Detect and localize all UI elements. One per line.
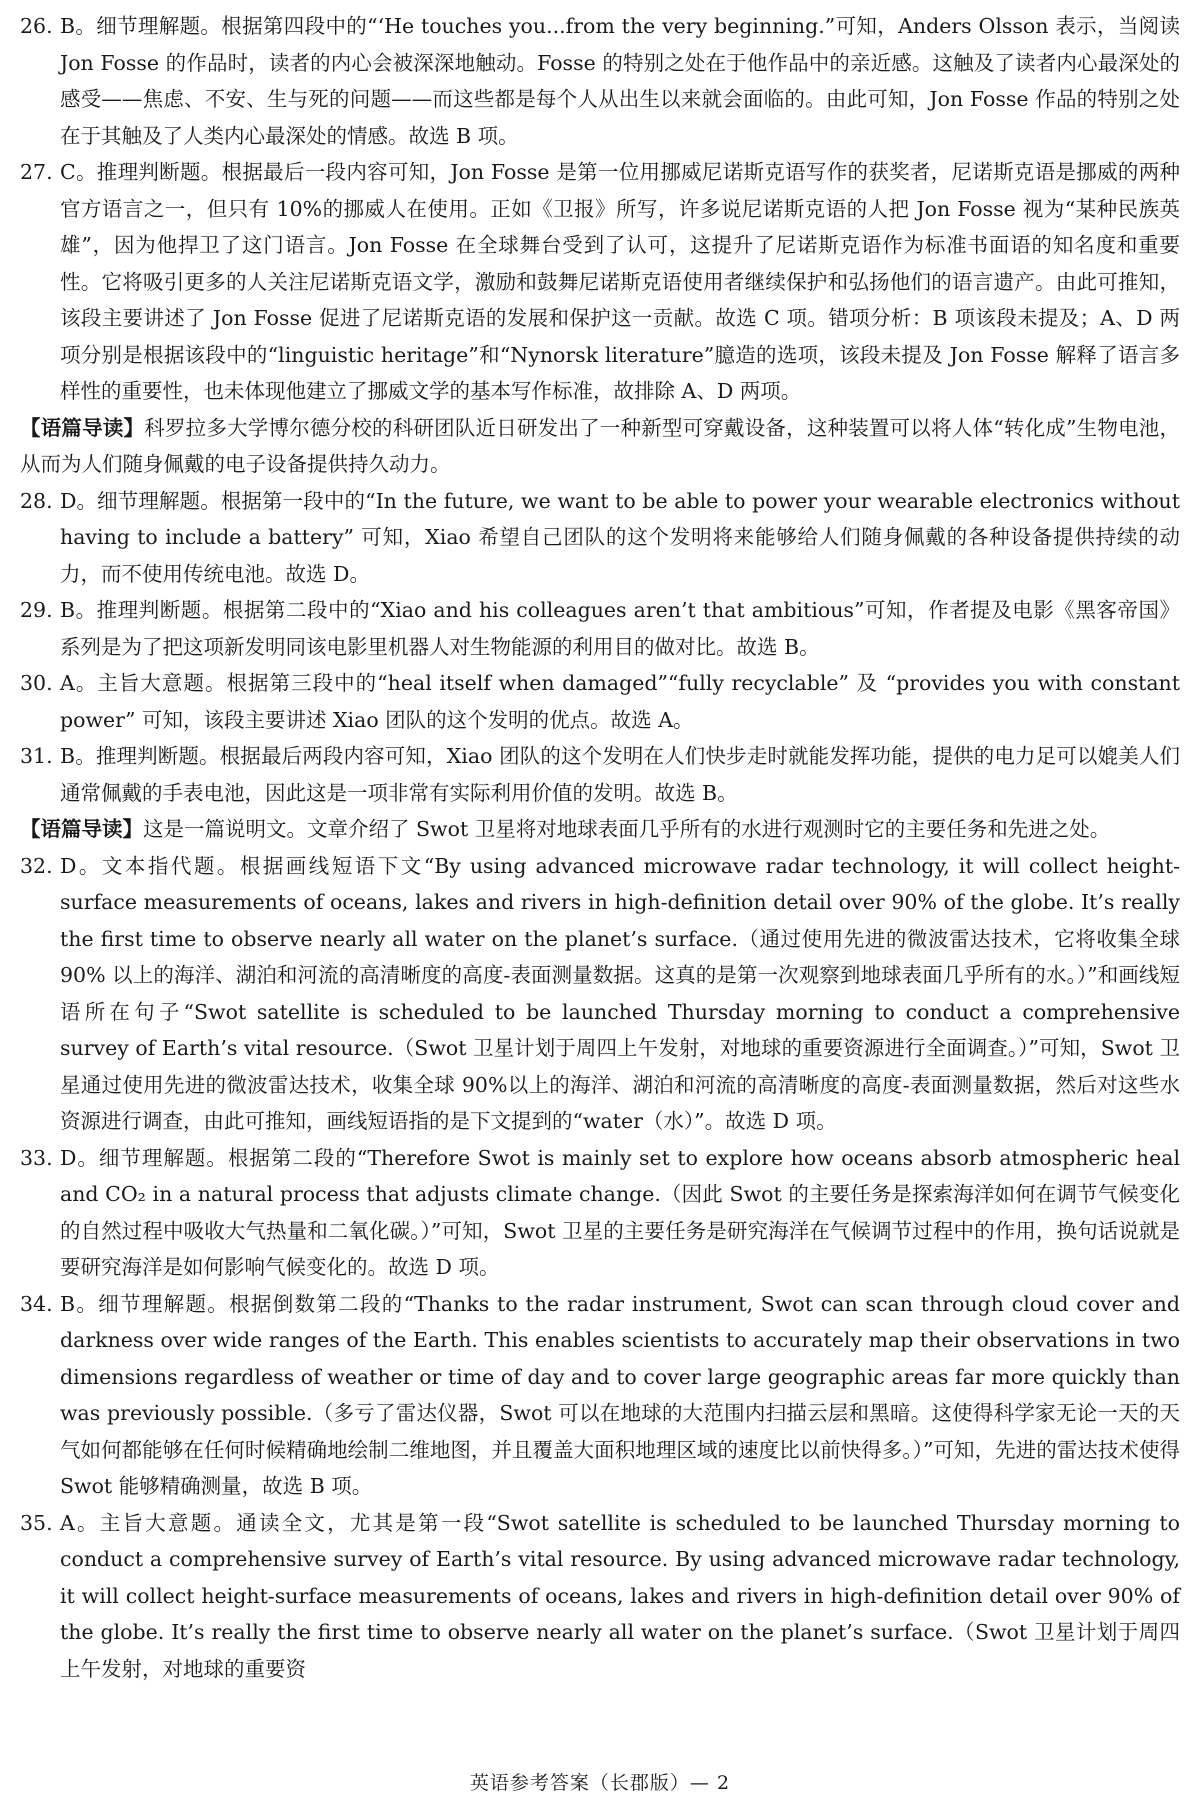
- answer-number: 27.: [20, 160, 53, 184]
- answer-text: C。推理判断题。根据最后一段内容可知，Jon Fosse 是第一位用挪威尼诺斯克语写作的获奖者，尼诺斯克语是挪威的两种官方语言之一，但只有 10%的挪威人在使用。正如《卫报》所写，许多说尼诺斯克语的人把 Jon Fosse 视为“某种民族英雄”，因为他捍卫了这门语言。Jon Fosse 在全球舞台受到了认可，这提升了尼诺斯克语作为标准书面语的知名度和重要性。它将吸引更多的人关注尼诺斯克语文学，激励和鼓舞尼诺斯克语使用者继续保护和弘扬他们的语言遗产。由此可推知，该段主要讲述了 Jon Fosse 促进了尼诺斯克语的发展和保护这一贡献。故选 C 项。错项分析：B 项该段未提及；A、D 两项分别是根据该段中的“linguistic heritage”和“Nynorsk literature”臆造的选项，该段未提及 Jon Fosse 解释了语言多样性的重要性，也未体现他建立了挪威文学的基本写作标准，故排除 A、D 两项。: [60, 160, 1180, 403]
- answer-item-30: [20, 665, 1180, 738]
- intro-tag: 【语篇导读】: [20, 415, 145, 440]
- answer-text: B。推理判断题。根据第二段中的“Xiao and his colleagues aren’t that ambitious”可知，作者提及电影《黑客帝国》系列是为了把这项新发明同该电影里机器人对生物能源的利用目的做对比。故选 B。: [60, 598, 1180, 659]
- answer-page: [20, 8, 1180, 1687]
- answer-item-35: [20, 1505, 1180, 1688]
- answer-number: 26.: [20, 14, 53, 38]
- intro-text: 这是一篇说明文。文章介绍了 Swot 卫星将对地球表面几乎所有的水进行观测时它的主要任务和先进之处。: [143, 817, 1111, 841]
- answer-number: 31.: [20, 744, 53, 768]
- answer-item-26: [20, 8, 1180, 154]
- answer-text: B。细节理解题。根据倒数第二段的“Thanks to the radar instrument, Swot can scan through cloud cover and darkness over wide ranges of the Earth. This enables scientists to accurately map their observations in two dimensions regardless of weather or time of day and to cover large geographic areas far more quickly than was previously possible.（多亏了雷达仪器，Swot 可以在地球的大范围内扫描云层和黑暗。这使得科学家无论一天的天气如何都能够在任何时候精确地绘制二维地图，并且覆盖大面积地理区域的速度比以前快得多。）”可知，先进的雷达技术使得 Swot 能够精确测量，故选 B 项。: [60, 1291, 1180, 1498]
- answer-text: D。文本指代题。根据画线短语下文“By using advanced microwave radar technology, it will collect height-surface measurements of oceans, lakes and rivers in high-definition detail over 90% of the globe. It’s really the first time to observe nearly all water on the planet’s surface.（通过使用先进的微波雷达技术，它将收集全球 90% 以上的海洋、湖泊和河流的高清晰度的高度-表面测量数据。这真的是第一次观察到地球表面几乎所有的水。）”和画线短语所在句子“Swot satellite is scheduled to be launched Thursday morning to conduct a comprehensive survey of Earth’s vital resource.（Swot 卫星计划于周四上午发射，对地球的重要资源进行全面调查。）”可知，Swot 卫星通过使用先进的微波雷达技术，收集全球 90%以上的海洋、湖泊和河流的高清晰度的高度-表面测量数据，然后对这些水资源进行调查，由此可推知，画线短语指的是下文提到的“water（水）”。故选 D 项。: [60, 853, 1180, 1133]
- answer-text: A。主旨大意题。根据第三段中的“heal itself when damaged”“fully recyclable” 及 “provides you with constant power” 可知，该段主要讲述 Xiao 团队的这个发明的优点。故选 A。: [60, 671, 1180, 732]
- answer-item-28: [20, 483, 1180, 593]
- answer-number: 34.: [20, 1291, 53, 1316]
- answer-item-32: [20, 848, 1180, 1140]
- answer-number: 32.: [20, 853, 53, 878]
- answer-number: 35.: [20, 1510, 53, 1535]
- intro-text: 科罗拉多大学博尔德分校的科研团队近日研发出了一种新型可穿戴设备，这种装置可以将人体“转化成”生物电池，从而为人们随身佩戴的电子设备提供持久动力。: [20, 415, 1181, 476]
- answer-item-31: [20, 738, 1180, 811]
- answer-item-34: [20, 1286, 1180, 1505]
- page-footer: 英语参考答案（长郡版）— 2: [469, 1772, 731, 1794]
- answer-text: A。主旨大意题。通读全文，尤其是第一段“Swot satellite is scheduled to be launched Thursday morning to conduct a comprehensive survey of Earth’s vital resource. By using advanced microwave radar technology, it will collect height-surface measurements of oceans, lakes and rivers in high-definition detail over 90% of the globe. It’s really the first time to observe nearly all water on the planet’s surface.（Swot 卫星计划于周四上午发射，对地球的重要资: [60, 1510, 1180, 1681]
- answer-item-29: [20, 592, 1180, 665]
- answer-number: 28.: [20, 488, 53, 513]
- passage-intro-2: [20, 811, 1180, 848]
- answer-number: 30.: [20, 671, 53, 695]
- answer-item-33: [20, 1140, 1180, 1286]
- answer-item-27: [20, 154, 1180, 410]
- answer-number: 29.: [20, 598, 53, 622]
- answer-text: B。细节理解题。根据第四段中的“‘He touches you...from the very beginning.”可知，Anders Olsson 表示，当阅读 Jon Fosse 的作品时，读者的内心会被深深地触动。Fosse 的特别之处在于他作品中的亲近感。这触及了读者内心最深处的感受——焦虑、不安、生与死的问题——而这些都是每个人从出生以来就会面临的。由此可知，Jon Fosse 作品的特别之处在于其触及了人类内心最深处的情感。故选 B 项。: [60, 14, 1180, 148]
- answer-number: 33.: [20, 1145, 53, 1170]
- intro-tag: 【语篇导读】: [20, 817, 143, 841]
- answer-text: D。细节理解题。根据第一段中的“In the future, we want to be able to power your wearable electronics without having to include a battery” 可知，Xiao 希望自己团队的这个发明将来能够给人们随身佩戴的各种设备提供持续的动力，而不使用传统电池。故选 D。: [60, 488, 1180, 586]
- answer-text: B。推理判断题。根据最后两段内容可知，Xiao 团队的这个发明在人们快步走时就能发挥功能，提供的电力足可以媲美人们通常佩戴的手表电池，因此这是一项非常有实际利用价值的发明。故选 B。: [60, 744, 1180, 805]
- answer-text: D。细节理解题。根据第二段的“Therefore Swot is mainly set to explore how oceans absorb atmospheric heal and CO₂ in a natural process that adjusts climate change.（因此 Swot 的主要任务是探索海洋如何在调节气候变化的自然过程中吸收大气热量和二氧化碳。）”可知，Swot 卫星的主要任务是研究海洋在气候调节过程中的作用，换句话说就是要研究海洋是如何影响气候变化的。故选 D 项。: [60, 1145, 1180, 1279]
- passage-intro-1: [20, 410, 1180, 483]
